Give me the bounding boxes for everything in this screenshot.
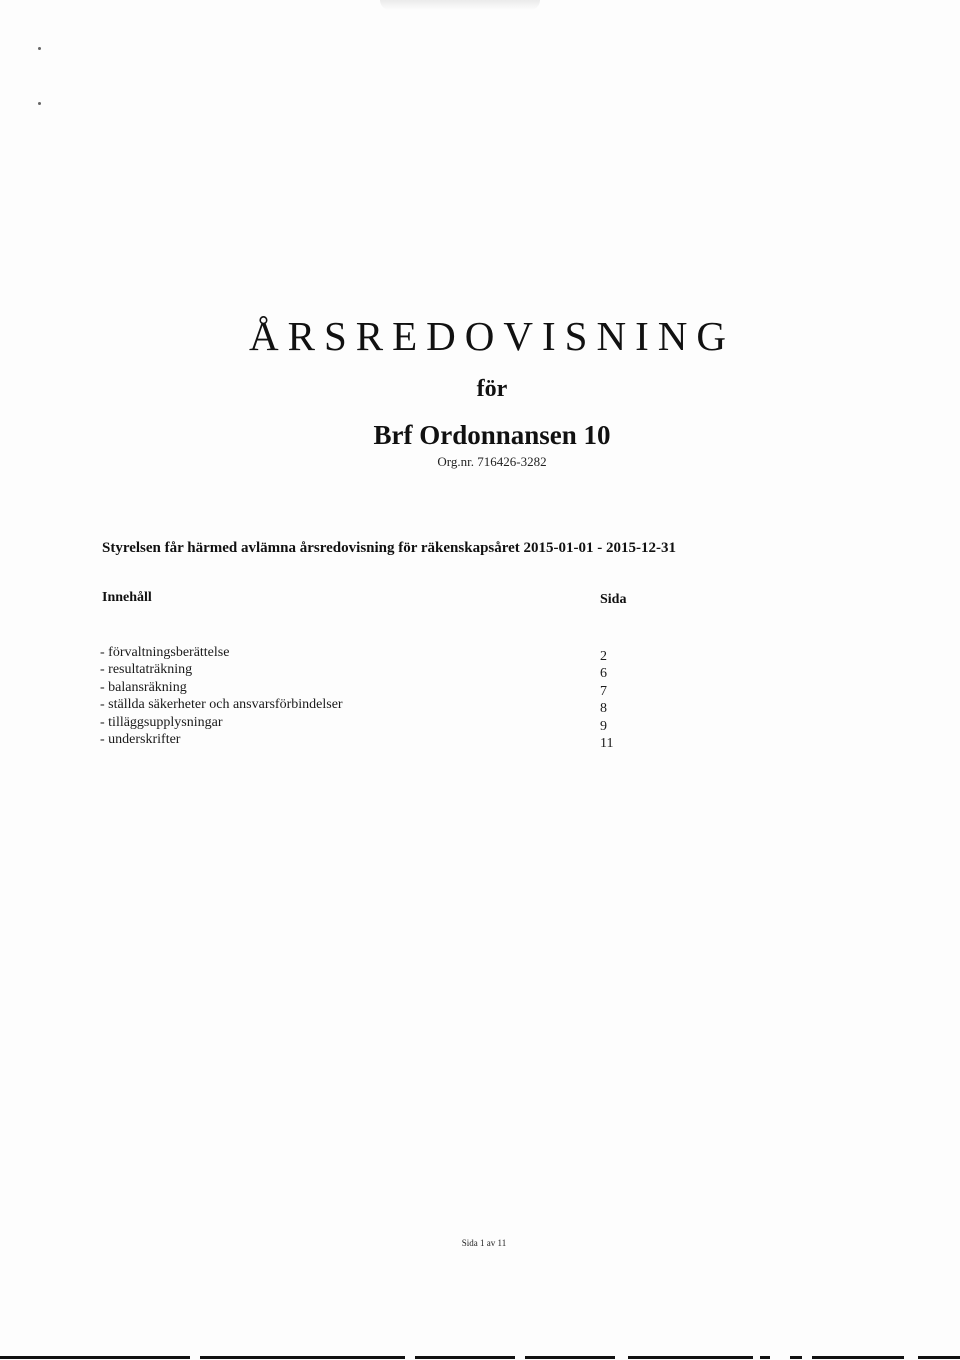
scan-edge-bar [918, 1356, 960, 1359]
page-footer: Sida 1 av 11 [461, 1238, 507, 1248]
scan-artifact [38, 47, 41, 50]
toc-row [100, 679, 640, 699]
scan-artifact [38, 102, 41, 105]
scan-edge-bar [790, 1356, 802, 1359]
intro-statement: Styrelsen får härmed avlämna årsredovisning för räkenskapsåret 2015-01-01 - 2015-12-31 [102, 540, 677, 556]
toc-heading: Innehåll [102, 590, 152, 605]
toc-item-page: 6 [600, 666, 607, 682]
scan-edge-bar [760, 1356, 770, 1359]
toc-item-label: - ställda säkerheter och ansvarsförbindelser [100, 697, 343, 713]
scan-artifact [380, 0, 540, 10]
toc-item-label: - förvaltningsberättelse [100, 645, 230, 660]
toc-item-page: 2 [600, 649, 607, 664]
toc-item-label: - resultaträkning [100, 662, 193, 678]
toc-page-heading: Sida [600, 592, 627, 607]
toc-row [100, 644, 640, 664]
organization-number: Org.nr. 716426-3282 [437, 454, 547, 469]
toc-item-label: - balansräkning [100, 679, 187, 695]
toc-item-label: - underskrifter [100, 731, 181, 747]
toc-item-page: 8 [600, 701, 607, 717]
scan-edge-bar [628, 1356, 753, 1359]
scan-edge-bar [812, 1356, 904, 1359]
toc-item-page: 7 [600, 683, 607, 699]
scan-edge-bars [0, 1356, 960, 1360]
scan-edge-bar [525, 1356, 615, 1359]
for-label: för [476, 376, 508, 402]
toc-item-label: - tilläggsupplysningar [100, 714, 223, 730]
toc-item-page: 11 [600, 735, 614, 751]
toc-item-page: 9 [600, 718, 607, 734]
toc-row [100, 661, 640, 682]
document-title: ÅRSREDOVISNING [249, 313, 735, 359]
scan-edge-bar [415, 1356, 515, 1359]
scan-edge-bar [200, 1356, 405, 1359]
toc-row [100, 714, 640, 734]
toc-row [100, 696, 640, 717]
scan-edge-bar [0, 1356, 190, 1359]
organization-name: Brf Ordonnansen 10 [373, 420, 611, 450]
toc-row [100, 731, 640, 751]
table-of-contents [100, 644, 640, 751]
